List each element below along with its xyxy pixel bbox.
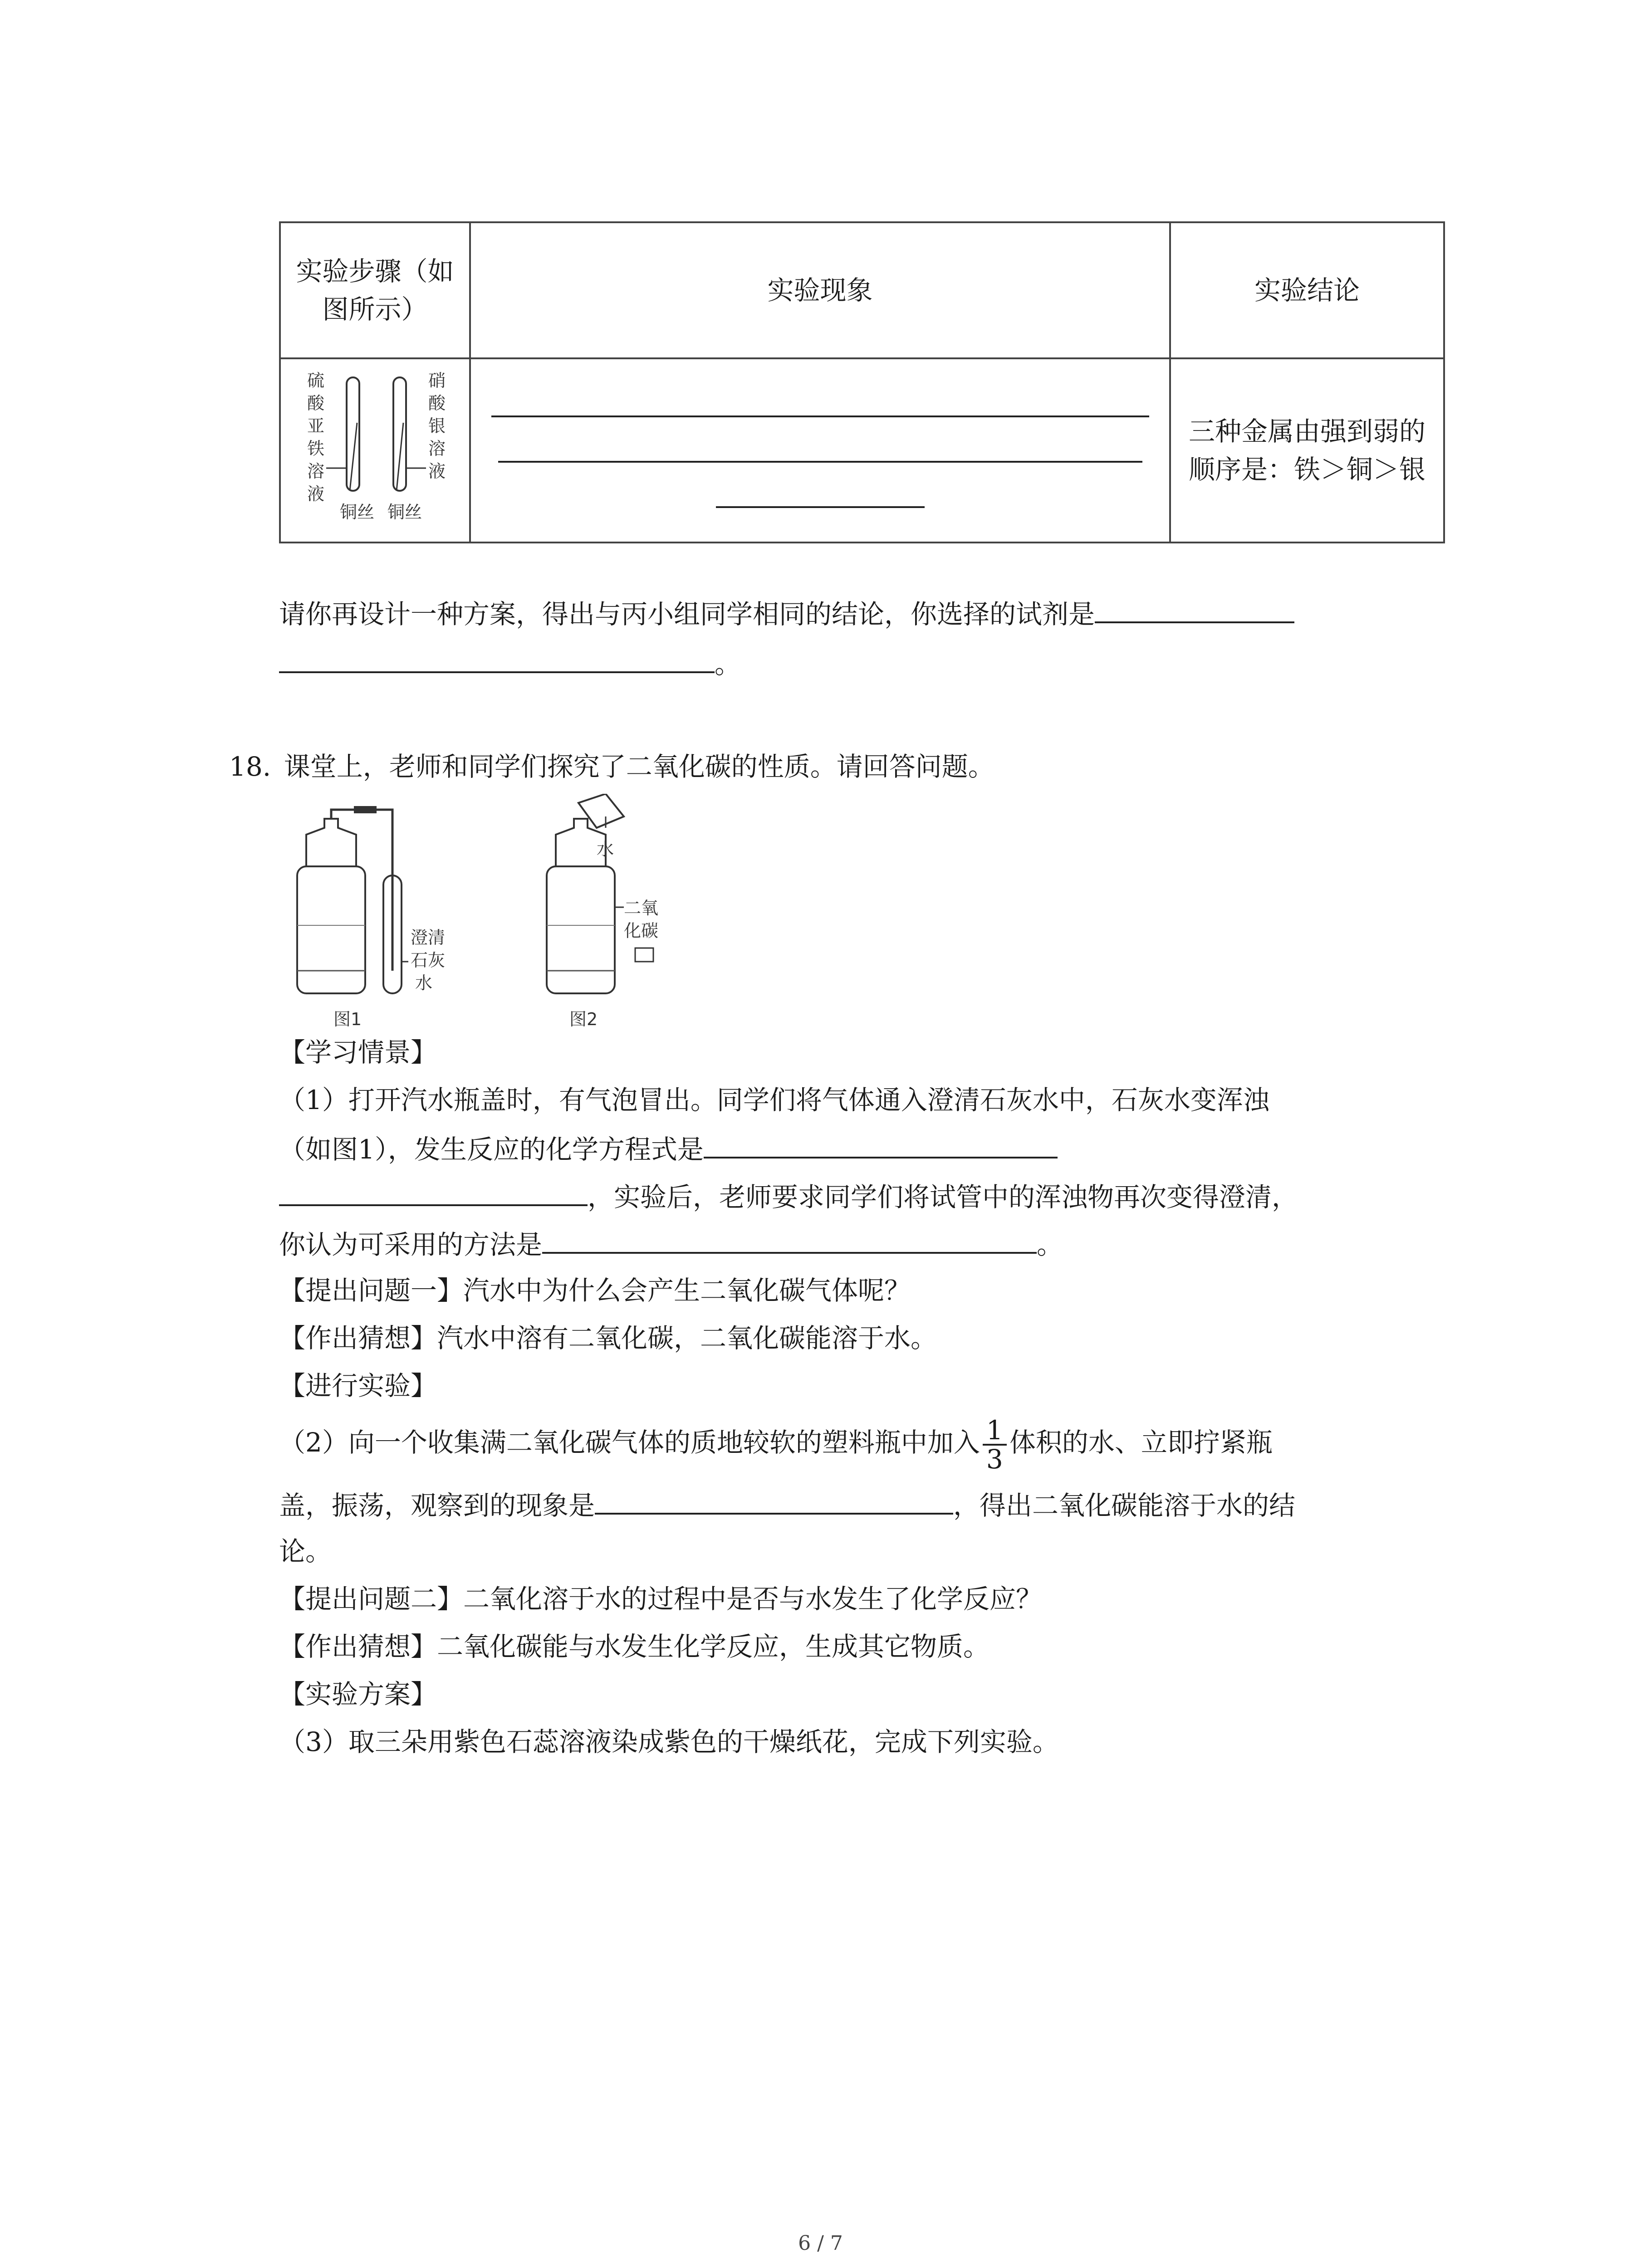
header-conclusion: 实验结论 — [1170, 222, 1444, 358]
page-number: 6 / 7 — [798, 2232, 843, 2255]
conclusion-cell — [1170, 358, 1444, 543]
fig1-caption: 图1 — [333, 1009, 362, 1029]
beaker-pouring — [578, 794, 624, 828]
label-left-char2: 酸 — [307, 393, 325, 413]
header-step — [280, 222, 470, 358]
plan-label: 【实验方案】 — [279, 1679, 437, 1710]
soda-bottle-1 — [297, 866, 365, 993]
q18-stem-line — [229, 744, 994, 789]
table-body-row — [280, 358, 1444, 543]
plastic-bottle-2 — [547, 866, 615, 993]
p1-line2 — [279, 1125, 1058, 1172]
equation-blank-1[interactable] — [704, 1125, 1058, 1158]
header-phenomenon: 实验现象 — [470, 222, 1170, 358]
reagent-blank-2[interactable] — [279, 640, 715, 673]
reagent-blank-1[interactable] — [1095, 590, 1294, 623]
guess-one-label: 【作出猜想】 — [279, 1323, 437, 1354]
p3-line: （3）取三朵用紫色石蕊溶液染成紫色的干燥纸花，完成下列实验。 — [279, 1726, 1059, 1757]
equation-blank-2[interactable] — [279, 1173, 588, 1206]
question-one-text: 汽水中为什么会产生二氧化碳气体呢？ — [463, 1275, 911, 1306]
p1-line4 — [279, 1220, 1063, 1267]
phenomenon-answer-cell — [470, 358, 1170, 543]
question-one-label: 【提出问题一】 — [279, 1275, 464, 1306]
p1-line4-end: 。 — [1037, 1229, 1063, 1260]
question-two-text: 二氧化溶于水的过程中是否与水发生了化学反应？ — [463, 1584, 1043, 1614]
experiment-table — [279, 221, 1445, 543]
label-left-char5: 溶 — [307, 461, 325, 481]
answer-line-1[interactable] — [491, 415, 1149, 417]
answer-line-3[interactable] — [716, 506, 925, 508]
label-right-char4: 溶 — [428, 439, 446, 459]
wire-label-left: 铜丝 — [340, 502, 375, 522]
fraction-denominator: 3 — [986, 1443, 1003, 1475]
table-header-row — [280, 222, 1444, 358]
label-right-char3: 银 — [428, 416, 446, 436]
fig1-label-line3: 水 — [415, 973, 433, 993]
conclusion-text: 三种金属由强到弱的顺序是：铁＞铜＞银 — [1188, 416, 1425, 485]
p2-text-d: ，得出二氧化碳能溶于水的结 — [953, 1490, 1296, 1521]
p2-text-a: （2）向一个收集满二氧化碳气体的质地较软的塑料瓶中加入 — [279, 1427, 980, 1458]
wire-label-right: 铜丝 — [387, 502, 422, 522]
p1-line2-text: （如图1），发生反应的化学方程式是 — [279, 1134, 704, 1165]
design-prompt-end: 。 — [715, 649, 741, 679]
design-prompt-text: 请你再设计一种方案，得出与丙小组同学相同的结论，你选择的试剂是 — [279, 599, 1095, 630]
answer-line-2[interactable] — [498, 461, 1142, 463]
p2-line3: 论。 — [279, 1536, 332, 1567]
fraction-numerator: 1 — [983, 1417, 1007, 1446]
question-number: 18. — [229, 751, 271, 782]
label-right-char5: 液 — [428, 461, 446, 481]
fig1-label-line1: 澄清 — [411, 928, 446, 948]
fig2-water-label: 水 — [597, 839, 614, 859]
co2-figures — [279, 794, 678, 1034]
p1-line3 — [279, 1173, 1298, 1220]
test-tube-left — [347, 377, 359, 491]
p1-line4-text: 你认为可采用的方法是 — [279, 1229, 543, 1260]
p1-line3-text: ，实验后，老师要求同学们将试管中的浑浊物再次变得澄清， — [588, 1182, 1298, 1212]
p2-text-b: 体积的水、立即拧紧瓶 — [1009, 1427, 1273, 1458]
question-two-label: 【提出问题二】 — [279, 1584, 464, 1614]
label-left-char3: 亚 — [307, 416, 325, 436]
fig1-label-line2: 石灰 — [411, 950, 446, 970]
copper-wire-right — [397, 423, 403, 491]
fig2-caption: 图2 — [569, 1009, 598, 1029]
p2-line1 — [279, 1411, 1273, 1474]
fig2-gas-line2: 化碳 — [624, 921, 659, 941]
fraction-one-third — [983, 1414, 1007, 1475]
experiment-label: 【进行实验】 — [279, 1370, 437, 1401]
copper-wire-left — [350, 423, 357, 491]
question-one — [279, 1268, 911, 1313]
test-tube-right — [393, 377, 406, 491]
step-figure-cell — [280, 358, 470, 543]
fig2-gas-line1: 二氧 — [624, 898, 659, 918]
design-prompt-line1 — [279, 590, 1294, 637]
label-right-char2: 酸 — [428, 393, 446, 413]
label-left-char6: 液 — [307, 484, 325, 504]
p2-text-c: 盖，振荡，观察到的现象是 — [279, 1490, 595, 1521]
label-right-char1: 硝 — [428, 371, 446, 391]
guess-one — [279, 1315, 937, 1361]
label-left-char1: 硫 — [307, 371, 325, 391]
question-stem: 课堂上，老师和同学们探究了二氧化碳的性质。请回答问题。 — [284, 751, 994, 782]
header-step-text: 实验步骤（如图所示） — [296, 256, 454, 325]
guess-two-text: 二氧化碳能与水发生化学反应，生成其它物质。 — [437, 1631, 990, 1662]
test-tubes-figure — [290, 359, 460, 532]
design-prompt-line2 — [279, 640, 741, 687]
question-two — [279, 1576, 1042, 1622]
method-blank[interactable] — [542, 1220, 1037, 1254]
phenomenon-blank[interactable] — [595, 1481, 953, 1515]
figure-2 — [547, 794, 658, 1029]
scene-title: 【学习情景】 — [279, 1037, 437, 1068]
guess-two — [279, 1624, 989, 1669]
label-left-char4: 铁 — [307, 439, 325, 459]
guess-one-text: 汽水中溶有二氧化碳，二氧化碳能溶于水。 — [437, 1323, 937, 1354]
figure-1 — [297, 806, 445, 1029]
p2-line2 — [279, 1481, 1295, 1528]
p1-line1: （1）打开汽水瓶盖时，有气泡冒出。同学们将气体通入澄清石灰水中，石灰水变浑浊 — [279, 1085, 1269, 1115]
guess-two-label: 【作出猜想】 — [279, 1631, 437, 1662]
